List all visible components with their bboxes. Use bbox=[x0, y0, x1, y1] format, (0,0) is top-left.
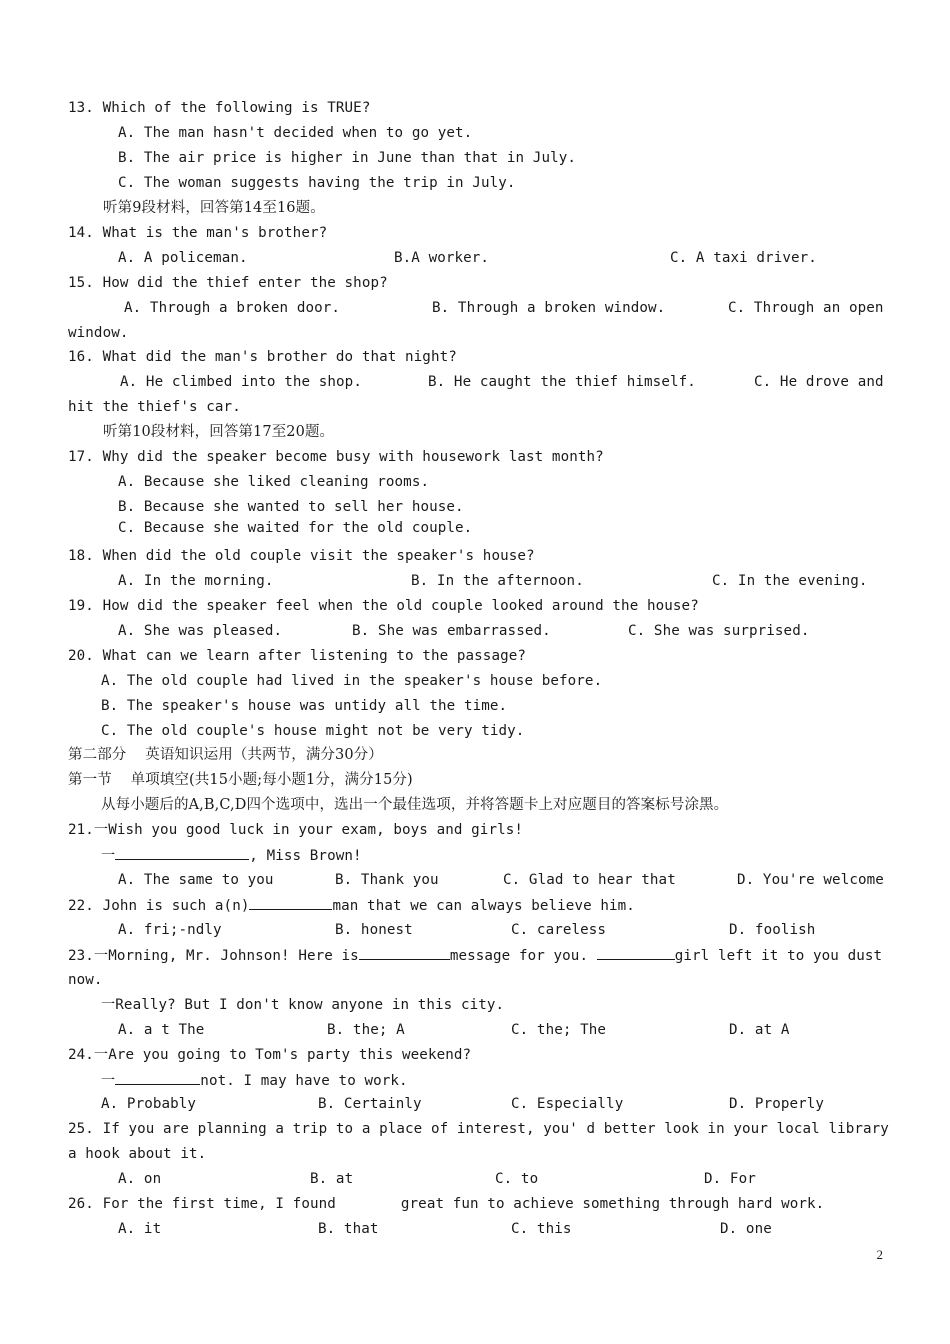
option-25b: B. at bbox=[310, 1171, 354, 1187]
option-18a: A. In the morning. bbox=[118, 573, 274, 589]
option-23d: D. at A bbox=[729, 1022, 790, 1038]
option-15c-cont: window. bbox=[68, 325, 129, 341]
option-22d: D. foolish bbox=[729, 922, 816, 938]
option-22a: A. fri;-ndly bbox=[118, 922, 222, 938]
option-26a: A. it bbox=[118, 1221, 162, 1237]
option-17b: B. Because she wanted to sell her house. bbox=[118, 499, 464, 515]
option-20a: A. The old couple had lived in the speaker's house before. bbox=[101, 673, 603, 689]
answer-blank bbox=[359, 946, 450, 960]
option-15c: C. Through an open bbox=[728, 300, 884, 316]
section-9-heading: 听第9段材料，回答第14至16题。 bbox=[103, 200, 325, 216]
option-21b: B. Thank you bbox=[335, 872, 439, 888]
question-23-cont: now. bbox=[68, 972, 103, 988]
option-24b: B. Certainly bbox=[318, 1096, 422, 1112]
option-13c: C. The woman suggests having the trip in July. bbox=[118, 175, 516, 191]
option-25d: D. For bbox=[704, 1171, 756, 1187]
question-17: 17. Why did the speaker become busy with housework last month? bbox=[68, 449, 604, 465]
option-16b: B. He caught the thief himself. bbox=[428, 374, 696, 390]
instructions: 从每小题后的A,B,C,D四个选项中，选出一个最佳选项，并将答题卡上对应题目的答案标号涂黑。 bbox=[101, 797, 729, 813]
page-number: 2 bbox=[876, 1247, 883, 1262]
option-18c: C. In the evening. bbox=[712, 573, 868, 589]
option-25c: C. to bbox=[495, 1171, 539, 1187]
option-14c: C. A taxi driver. bbox=[670, 250, 817, 266]
option-16a: A. He climbed into the shop. bbox=[120, 374, 362, 390]
answer-blank bbox=[115, 1071, 200, 1085]
question-18: 18. When did the old couple visit the speaker's house? bbox=[68, 548, 535, 564]
option-15b: B. Through a broken window. bbox=[432, 300, 666, 316]
question-24-response: 一 not. I may have to work. bbox=[101, 1073, 408, 1089]
option-21a: A. The same to you bbox=[118, 872, 274, 888]
option-21c: C. Glad to hear that bbox=[503, 872, 676, 888]
question-23-response: 一Really? But I don't know anyone in this city. bbox=[101, 997, 505, 1013]
question-23: 23.一Morning, Mr. Johnson! Here is message for you. girl left it to you dust bbox=[68, 948, 883, 964]
question-16: 16. What did the man's brother do that night? bbox=[68, 349, 457, 365]
answer-blank bbox=[249, 896, 332, 910]
question-25-cont: a hook about it. bbox=[68, 1146, 207, 1162]
section-10-heading: 听第10段材料，回答第17至20题。 bbox=[103, 424, 335, 440]
question-25: 25. If you are planning a trip to a place of interest, you' d better look in your local library bbox=[68, 1121, 889, 1137]
option-23b: B. the; A bbox=[327, 1022, 405, 1038]
option-13b: B. The air price is higher in June than that in July. bbox=[118, 150, 577, 166]
option-23a: A. a t The bbox=[118, 1022, 205, 1038]
option-19c: C. She was surprised. bbox=[628, 623, 810, 639]
answer-blank bbox=[115, 846, 249, 860]
question-13: 13. Which of the following is TRUE? bbox=[68, 100, 371, 116]
question-21-response: 一 , Miss Brown! bbox=[101, 848, 362, 864]
option-25a: A. on bbox=[118, 1171, 162, 1187]
question-21: 21.一Wish you good luck in your exam, boys and girls! bbox=[68, 822, 524, 838]
option-19b: B. She was embarrassed. bbox=[352, 623, 551, 639]
option-21d: D. You're welcome bbox=[737, 872, 884, 888]
question-20: 20. What can we learn after listening to the passage? bbox=[68, 648, 527, 664]
part-2-heading: 第二部分 英语知识运用（共两节，满分30分） bbox=[68, 747, 383, 763]
question-22: 22. John is such a(n) man that we can always believe him. bbox=[68, 898, 635, 914]
answer-blank bbox=[597, 946, 675, 960]
option-13a: A. The man hasn't decided when to go yet. bbox=[118, 125, 473, 141]
option-20c: C. The old couple's house might not be very tidy. bbox=[101, 723, 525, 739]
option-26b: B. that bbox=[318, 1221, 379, 1237]
question-15: 15. How did the thief enter the shop? bbox=[68, 275, 388, 291]
question-19: 19. How did the speaker feel when the old couple looked around the house? bbox=[68, 598, 699, 614]
option-24a: A. Probably bbox=[101, 1096, 197, 1112]
option-15a: A. Through a broken door. bbox=[124, 300, 341, 316]
option-16c-cont: hit the thief's car. bbox=[68, 399, 241, 415]
option-16c: C. He drove and bbox=[754, 374, 884, 390]
option-18b: B. In the afternoon. bbox=[411, 573, 584, 589]
option-23c: C. the; The bbox=[511, 1022, 607, 1038]
option-26c: C. this bbox=[511, 1221, 572, 1237]
question-24: 24.一Are you going to Tom's party this weekend? bbox=[68, 1047, 472, 1063]
option-26d: D. one bbox=[720, 1221, 772, 1237]
option-24c: C. Especially bbox=[511, 1096, 624, 1112]
option-17a: A. Because she liked cleaning rooms. bbox=[118, 474, 430, 490]
option-17c: C. Because she waited for the old couple. bbox=[118, 520, 473, 536]
option-22c: C. careless bbox=[511, 922, 607, 938]
question-14: 14. What is the man's brother? bbox=[68, 225, 328, 241]
option-24d: D. Properly bbox=[729, 1096, 825, 1112]
option-20b: B. The speaker's house was untidy all the time. bbox=[101, 698, 508, 714]
option-14b: B.A worker. bbox=[394, 250, 490, 266]
option-14a: A. A policeman. bbox=[118, 250, 248, 266]
option-19a: A. She was pleased. bbox=[118, 623, 283, 639]
option-22b: B. honest bbox=[335, 922, 413, 938]
section-1-heading: 第一节 单项填空(共15小题;每小题1分，满分15分) bbox=[68, 772, 413, 788]
question-26: 26. For the first time, I found great fun to achieve something through hard work. bbox=[68, 1196, 825, 1212]
